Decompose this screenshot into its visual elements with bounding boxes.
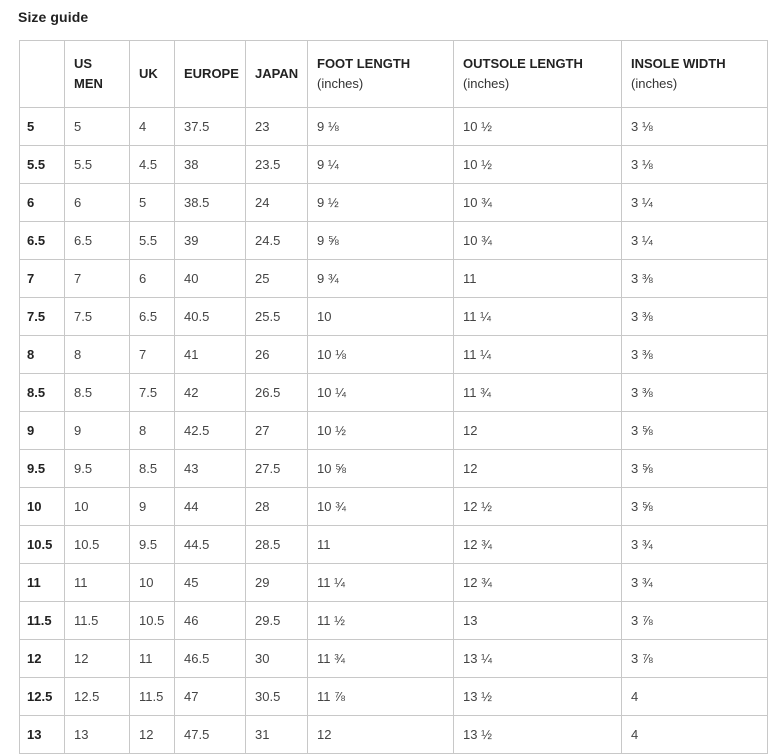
size-key-cell: 12.5 xyxy=(20,678,65,716)
uk-cell: 7 xyxy=(130,336,175,374)
insole-width-cell: 3 ¾ xyxy=(622,564,768,602)
table-row xyxy=(20,298,768,336)
japan-cell: 27.5 xyxy=(246,450,308,488)
foot-length-cell: 9 ⅛ xyxy=(308,108,454,146)
insole-width-cell: 3 ¼ xyxy=(622,184,768,222)
size-key-cell: 6 xyxy=(20,184,65,222)
header-foot-length xyxy=(308,41,454,108)
insole-width-cell: 3 ⅛ xyxy=(622,146,768,184)
us-men-cell: 12.5 xyxy=(65,678,130,716)
insole-width-cell: 3 ⅝ xyxy=(622,412,768,450)
table-row xyxy=(20,640,768,678)
outsole-length-cell: 12 ¾ xyxy=(454,564,622,602)
europe-cell: 44 xyxy=(175,488,246,526)
europe-cell: 40 xyxy=(175,260,246,298)
uk-cell: 8 xyxy=(130,412,175,450)
europe-cell: 45 xyxy=(175,564,246,602)
size-guide-table xyxy=(19,40,768,754)
insole-width-cell: 3 ⅜ xyxy=(622,298,768,336)
size-key-cell: 10.5 xyxy=(20,526,65,564)
europe-cell: 38 xyxy=(175,146,246,184)
us-men-cell: 7 xyxy=(65,260,130,298)
japan-cell: 28 xyxy=(246,488,308,526)
japan-cell: 30 xyxy=(246,640,308,678)
table-row xyxy=(20,108,768,146)
outsole-length-cell: 12 xyxy=(454,412,622,450)
us-men-cell: 5 xyxy=(65,108,130,146)
header-uk xyxy=(130,41,175,108)
europe-cell: 46 xyxy=(175,602,246,640)
size-key-cell: 8.5 xyxy=(20,374,65,412)
size-key-cell: 9 xyxy=(20,412,65,450)
size-key-cell: 10 xyxy=(20,488,65,526)
foot-length-cell: 10 ½ xyxy=(308,412,454,450)
uk-cell: 9 xyxy=(130,488,175,526)
outsole-length-cell: 11 ¼ xyxy=(454,336,622,374)
table-row xyxy=(20,716,768,754)
outsole-length-cell: 13 ½ xyxy=(454,678,622,716)
size-key-cell: 9.5 xyxy=(20,450,65,488)
japan-cell: 25.5 xyxy=(246,298,308,336)
size-key-cell: 7 xyxy=(20,260,65,298)
us-men-cell: 5.5 xyxy=(65,146,130,184)
europe-cell: 38.5 xyxy=(175,184,246,222)
uk-cell: 4.5 xyxy=(130,146,175,184)
europe-cell: 39 xyxy=(175,222,246,260)
header-us-men xyxy=(65,41,130,108)
table-row xyxy=(20,602,768,640)
outsole-length-cell: 10 ½ xyxy=(454,146,622,184)
column-header-sublabel: (inches) xyxy=(631,76,678,91)
table-row xyxy=(20,146,768,184)
size-key-cell: 13 xyxy=(20,716,65,754)
us-men-cell: 11 xyxy=(65,564,130,602)
japan-cell: 30.5 xyxy=(246,678,308,716)
column-header-sublabel: MEN xyxy=(74,76,103,91)
japan-cell: 27 xyxy=(246,412,308,450)
us-men-cell: 6 xyxy=(65,184,130,222)
uk-cell: 6.5 xyxy=(130,298,175,336)
uk-cell: 10 xyxy=(130,564,175,602)
uk-cell: 9.5 xyxy=(130,526,175,564)
header-japan xyxy=(246,41,308,108)
table-row xyxy=(20,374,768,412)
japan-cell: 26 xyxy=(246,336,308,374)
insole-width-cell: 3 ⅜ xyxy=(622,260,768,298)
us-men-cell: 10.5 xyxy=(65,526,130,564)
japan-cell: 23 xyxy=(246,108,308,146)
table-row xyxy=(20,336,768,374)
insole-width-cell: 3 ¾ xyxy=(622,526,768,564)
column-header-label: FOOT LENGTH xyxy=(317,56,411,71)
table-row xyxy=(20,260,768,298)
europe-cell: 42.5 xyxy=(175,412,246,450)
europe-cell: 43 xyxy=(175,450,246,488)
europe-cell: 40.5 xyxy=(175,298,246,336)
column-header-sublabel: (inches) xyxy=(317,76,364,91)
outsole-length-cell: 10 ¾ xyxy=(454,184,622,222)
uk-cell: 7.5 xyxy=(130,374,175,412)
table-row xyxy=(20,450,768,488)
japan-cell: 29.5 xyxy=(246,602,308,640)
column-header-label: US xyxy=(74,56,93,71)
foot-length-cell: 11 ½ xyxy=(308,602,454,640)
foot-length-cell: 11 ¾ xyxy=(308,640,454,678)
foot-length-cell: 11 xyxy=(308,526,454,564)
europe-cell: 41 xyxy=(175,336,246,374)
header-outsole-length xyxy=(454,41,622,108)
us-men-cell: 7.5 xyxy=(65,298,130,336)
foot-length-cell: 10 ¾ xyxy=(308,488,454,526)
table-header-row xyxy=(20,41,768,108)
table-row xyxy=(20,222,768,260)
foot-length-cell: 11 ⅞ xyxy=(308,678,454,716)
us-men-cell: 6.5 xyxy=(65,222,130,260)
uk-cell: 11.5 xyxy=(130,678,175,716)
foot-length-cell: 11 ¼ xyxy=(308,564,454,602)
foot-length-cell: 10 ⅝ xyxy=(308,450,454,488)
header-europe xyxy=(175,41,246,108)
us-men-cell: 13 xyxy=(65,716,130,754)
uk-cell: 6 xyxy=(130,260,175,298)
insole-width-cell: 3 ⅝ xyxy=(622,488,768,526)
japan-cell: 24 xyxy=(246,184,308,222)
us-men-cell: 9.5 xyxy=(65,450,130,488)
table-row xyxy=(20,526,768,564)
foot-length-cell: 12 xyxy=(308,716,454,754)
foot-length-cell: 10 xyxy=(308,298,454,336)
outsole-length-cell: 11 ¾ xyxy=(454,374,622,412)
outsole-length-cell: 13 xyxy=(454,602,622,640)
outsole-length-cell: 12 ¾ xyxy=(454,526,622,564)
us-men-cell: 8.5 xyxy=(65,374,130,412)
insole-width-cell: 3 ⅛ xyxy=(622,108,768,146)
table-row xyxy=(20,564,768,602)
japan-cell: 31 xyxy=(246,716,308,754)
us-men-cell: 8 xyxy=(65,336,130,374)
uk-cell: 4 xyxy=(130,108,175,146)
us-men-cell: 12 xyxy=(65,640,130,678)
uk-cell: 10.5 xyxy=(130,602,175,640)
insole-width-cell: 3 ⅞ xyxy=(622,640,768,678)
japan-cell: 25 xyxy=(246,260,308,298)
outsole-length-cell: 13 ½ xyxy=(454,716,622,754)
japan-cell: 23.5 xyxy=(246,146,308,184)
outsole-length-cell: 12 xyxy=(454,450,622,488)
europe-cell: 47 xyxy=(175,678,246,716)
size-key-cell: 5 xyxy=(20,108,65,146)
size-key-cell: 12 xyxy=(20,640,65,678)
table-row xyxy=(20,488,768,526)
table-row xyxy=(20,412,768,450)
size-key-cell: 11 xyxy=(20,564,65,602)
foot-length-cell: 9 ¼ xyxy=(308,146,454,184)
europe-cell: 46.5 xyxy=(175,640,246,678)
europe-cell: 37.5 xyxy=(175,108,246,146)
insole-width-cell: 3 ⅜ xyxy=(622,374,768,412)
foot-length-cell: 9 ¾ xyxy=(308,260,454,298)
uk-cell: 12 xyxy=(130,716,175,754)
outsole-length-cell: 10 ½ xyxy=(454,108,622,146)
size-key-cell: 7.5 xyxy=(20,298,65,336)
insole-width-cell: 4 xyxy=(622,678,768,716)
insole-width-cell: 3 ⅞ xyxy=(622,602,768,640)
foot-length-cell: 10 ¼ xyxy=(308,374,454,412)
uk-cell: 8.5 xyxy=(130,450,175,488)
insole-width-cell: 4 xyxy=(622,716,768,754)
foot-length-cell: 9 ⅝ xyxy=(308,222,454,260)
uk-cell: 11 xyxy=(130,640,175,678)
header-size-column xyxy=(20,41,65,108)
outsole-length-cell: 11 ¼ xyxy=(454,298,622,336)
europe-cell: 47.5 xyxy=(175,716,246,754)
japan-cell: 28.5 xyxy=(246,526,308,564)
us-men-cell: 10 xyxy=(65,488,130,526)
outsole-length-cell: 12 ½ xyxy=(454,488,622,526)
europe-cell: 44.5 xyxy=(175,526,246,564)
column-header-label: INSOLE WIDTH xyxy=(631,56,726,71)
table-row xyxy=(20,678,768,716)
size-key-cell: 5.5 xyxy=(20,146,65,184)
column-header-sublabel: (inches) xyxy=(463,76,510,91)
table-body xyxy=(20,108,768,754)
us-men-cell: 9 xyxy=(65,412,130,450)
outsole-length-cell: 13 ¼ xyxy=(454,640,622,678)
foot-length-cell: 10 ⅛ xyxy=(308,336,454,374)
insole-width-cell: 3 ¼ xyxy=(622,222,768,260)
uk-cell: 5.5 xyxy=(130,222,175,260)
column-header-label: EUROPE xyxy=(184,66,239,81)
japan-cell: 24.5 xyxy=(246,222,308,260)
us-men-cell: 11.5 xyxy=(65,602,130,640)
outsole-length-cell: 11 xyxy=(454,260,622,298)
table-row xyxy=(20,184,768,222)
foot-length-cell: 9 ½ xyxy=(308,184,454,222)
column-header-label: JAPAN xyxy=(255,66,299,81)
outsole-length-cell: 10 ¾ xyxy=(454,222,622,260)
header-insole-width xyxy=(622,41,768,108)
europe-cell: 42 xyxy=(175,374,246,412)
size-key-cell: 6.5 xyxy=(20,222,65,260)
japan-cell: 29 xyxy=(246,564,308,602)
japan-cell: 26.5 xyxy=(246,374,308,412)
insole-width-cell: 3 ⅜ xyxy=(622,336,768,374)
insole-width-cell: 3 ⅝ xyxy=(622,450,768,488)
column-header-label: OUTSOLE LENGTH xyxy=(463,56,583,71)
size-key-cell: 8 xyxy=(20,336,65,374)
uk-cell: 5 xyxy=(130,184,175,222)
size-key-cell: 11.5 xyxy=(20,602,65,640)
column-header-label: UK xyxy=(139,66,158,81)
page-title: Size guide xyxy=(18,9,89,25)
